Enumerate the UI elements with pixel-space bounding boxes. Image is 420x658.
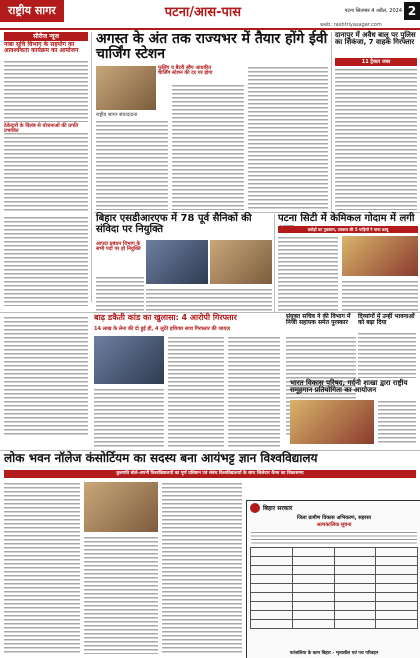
ad-table-cell xyxy=(251,575,293,584)
ad-table xyxy=(250,547,418,629)
header-rule xyxy=(0,28,420,30)
ad-table-cell xyxy=(251,611,293,620)
side-right-headline: दिव्यांगों में उन्हीं भावनाओं को बढ़ा दिया xyxy=(358,313,415,327)
news-label: सीरीज न्यूज xyxy=(4,32,88,41)
ad-table-cell xyxy=(334,584,376,593)
ad-table-cell xyxy=(376,548,418,557)
fire-body-1 xyxy=(278,236,338,312)
ad-table-cell xyxy=(334,566,376,575)
brand-name: राष्ट्रीय सागर xyxy=(0,0,64,22)
ad-table-row xyxy=(251,593,418,602)
mid-body-1 xyxy=(94,388,164,448)
ad-table-cell xyxy=(292,602,334,611)
section-title: पटना/आस-पास xyxy=(164,5,242,20)
lead-photo xyxy=(96,66,156,110)
ad-table-cell xyxy=(292,548,334,557)
ad-table-cell xyxy=(376,557,418,566)
recruit-body-1 xyxy=(96,276,144,312)
left-lower-body xyxy=(4,216,88,306)
fire-sub: करोड़ों का नुकसान, दमकल की 5 गाड़ियों ने पाया काबू xyxy=(278,226,418,233)
ad-table-cell xyxy=(251,602,293,611)
mid-headline: बाढ़ डकैती कांड का खुलासा: 4 आरोपी गिरफ्तार xyxy=(94,313,237,322)
ad-table-cell xyxy=(251,620,293,629)
lead-inset: फुलिंग व बैटरी स्वैप आधारित चार्जिंग स्टेशन की दर पर होगा xyxy=(158,65,213,77)
mid-photo xyxy=(94,336,164,384)
right-top-badge: 11 ट्रैक्टर जब्त xyxy=(335,58,417,66)
ad-table-cell xyxy=(334,620,376,629)
recruit-body-2 xyxy=(146,288,272,312)
page-number: 2 xyxy=(404,2,420,20)
lead-body-col2 xyxy=(172,84,244,210)
emblem-icon xyxy=(250,503,260,513)
bottom-body-1 xyxy=(4,482,80,654)
lead-body-col3 xyxy=(248,66,328,210)
ad-table-cell xyxy=(251,584,293,593)
recruit-photo-2 xyxy=(210,240,272,284)
recruit-photo-1 xyxy=(146,240,208,284)
ad-table-cell xyxy=(251,593,293,602)
ad-table-cell xyxy=(251,557,293,566)
recruit-side: आपदा प्रबंधन विभाग के सभी पदों पर हो नियुक्ति xyxy=(96,241,141,253)
side-right-body xyxy=(358,332,416,378)
recruit-headline: बिहार एसडीआरएफ में 78 पूर्व सैनिकों की संविदा पर नियुक्ति xyxy=(96,213,252,235)
bottom-headline: लोक भवन नॉलेज कंसोर्टियम का सदस्य बना आयंभट्ट ज्ञान विश्वविद्यालय xyxy=(4,451,318,465)
left-top-headline: नाबा सूचि विभाग के सहयोग का आवश्यकता कार्यक्रम का आयोजन xyxy=(4,41,79,55)
ad-table-cell xyxy=(334,593,376,602)
right-top-headline: दानापुर में अवैध बालू पर पुलिस का शिकंजा, 7 वाहक गिरफ्तार xyxy=(335,31,416,47)
ad-table-cell xyxy=(251,548,293,557)
ad-table-cell xyxy=(334,602,376,611)
ad-table-row xyxy=(251,575,418,584)
ad-header xyxy=(247,501,420,515)
ad-table-cell xyxy=(292,620,334,629)
ad-org: बिहार सरकार xyxy=(263,505,293,512)
ad-table-cell xyxy=(292,557,334,566)
ad-table-cell xyxy=(292,575,334,584)
ad-table-cell xyxy=(334,575,376,584)
mid-sub: 14 लाख के लेना की दो हुई ही, 4 लुटेरे हथियार साथ गिरफ्तार की जायज़ xyxy=(94,326,230,332)
ad-table-cell xyxy=(376,593,418,602)
ad-table-cell xyxy=(376,575,418,584)
left-top-body xyxy=(4,60,88,122)
ad-table-cell xyxy=(376,620,418,629)
fire-headline: पटना सिटी में केमिकल गोदाम में लगी xyxy=(278,213,415,224)
ad-table-row xyxy=(251,584,418,593)
date-line: पटना सितम्बर 4 अप्रैल, 2024 xyxy=(344,8,402,14)
left-mid-headline: ठेकेदारों के विलंब से योजनाओं की प्रगति xyxy=(4,123,79,129)
ad-table-cell xyxy=(292,584,334,593)
fire-body-2 xyxy=(342,280,418,312)
ad-table-cell xyxy=(334,548,376,557)
mid-right-headline: संयुक्त सचिव ने की विभाग में निजी सहायक समेत पुरस्कार xyxy=(286,313,351,327)
seminar-photo xyxy=(290,400,374,444)
ad-table-row xyxy=(251,557,418,566)
mid-body-3 xyxy=(228,336,280,448)
column-divider xyxy=(274,214,275,312)
mid-body-2 xyxy=(168,336,224,448)
ad-table-row xyxy=(251,602,418,611)
bottom-sub: कुलपति बोले-अपनी विश्वविद्यालयों का पूर्ण प्रतिष्ठान एवं संबंध विश्वविद्यालयों के साथ जिलेवार कैंप्स का विकासमय xyxy=(4,470,416,478)
lead-byline: राष्ट्रीय सागर संवाददाता xyxy=(96,112,138,118)
ad-table-row xyxy=(251,566,418,575)
ad-table-cell xyxy=(376,602,418,611)
side-right-body-2 xyxy=(378,400,416,444)
ad-table-cell xyxy=(292,593,334,602)
left-mid-body xyxy=(4,132,88,212)
ad-footer: पतंजलिया के काम बिहार - भृत्यशील एवं पथ परिवहन xyxy=(289,651,379,656)
ad-table-cell xyxy=(292,611,334,620)
ad-table-cell xyxy=(334,557,376,566)
ad-line-2: अल्पकालिक सूचना xyxy=(316,522,352,528)
column-divider xyxy=(91,32,92,302)
ad-table-cell xyxy=(251,566,293,575)
ad-table-cell xyxy=(292,566,334,575)
ad-table-row xyxy=(251,611,418,620)
masthead xyxy=(0,0,420,22)
bottom-body-3 xyxy=(162,482,242,654)
ad-table-row xyxy=(251,548,418,557)
ad-table-row xyxy=(251,620,418,629)
ad-table-cell xyxy=(376,611,418,620)
bottom-photo xyxy=(84,482,158,532)
lead-body-col1 xyxy=(96,120,168,210)
bottom-body-2 xyxy=(84,536,158,654)
lead-headline: अगस्त के अंत तक राज्यभर में तैयार होंगे ईवी चार्जिंग स्टेशन xyxy=(96,31,328,62)
ad-table-cell xyxy=(376,566,418,575)
ad-table-cell xyxy=(376,584,418,593)
fire-photo xyxy=(342,236,418,276)
website-url: web: rashtriyasagar.com xyxy=(320,22,382,28)
right-top-body xyxy=(335,68,417,210)
ad-line-1: जिला ग्रामीण विकास अभिकरण, सहरसा xyxy=(296,515,372,521)
seminar-headline: भारत विकास परिषद, गर्दनी शाखा द्वारा राष्ट्रीय समूहगान प्रतियोगिता का आयोजन xyxy=(290,379,408,395)
ad-table-cell xyxy=(334,611,376,620)
column-divider xyxy=(331,32,332,212)
government-ad xyxy=(246,500,420,658)
ad-notice-text xyxy=(251,531,417,545)
left-bottom-body xyxy=(4,316,88,436)
